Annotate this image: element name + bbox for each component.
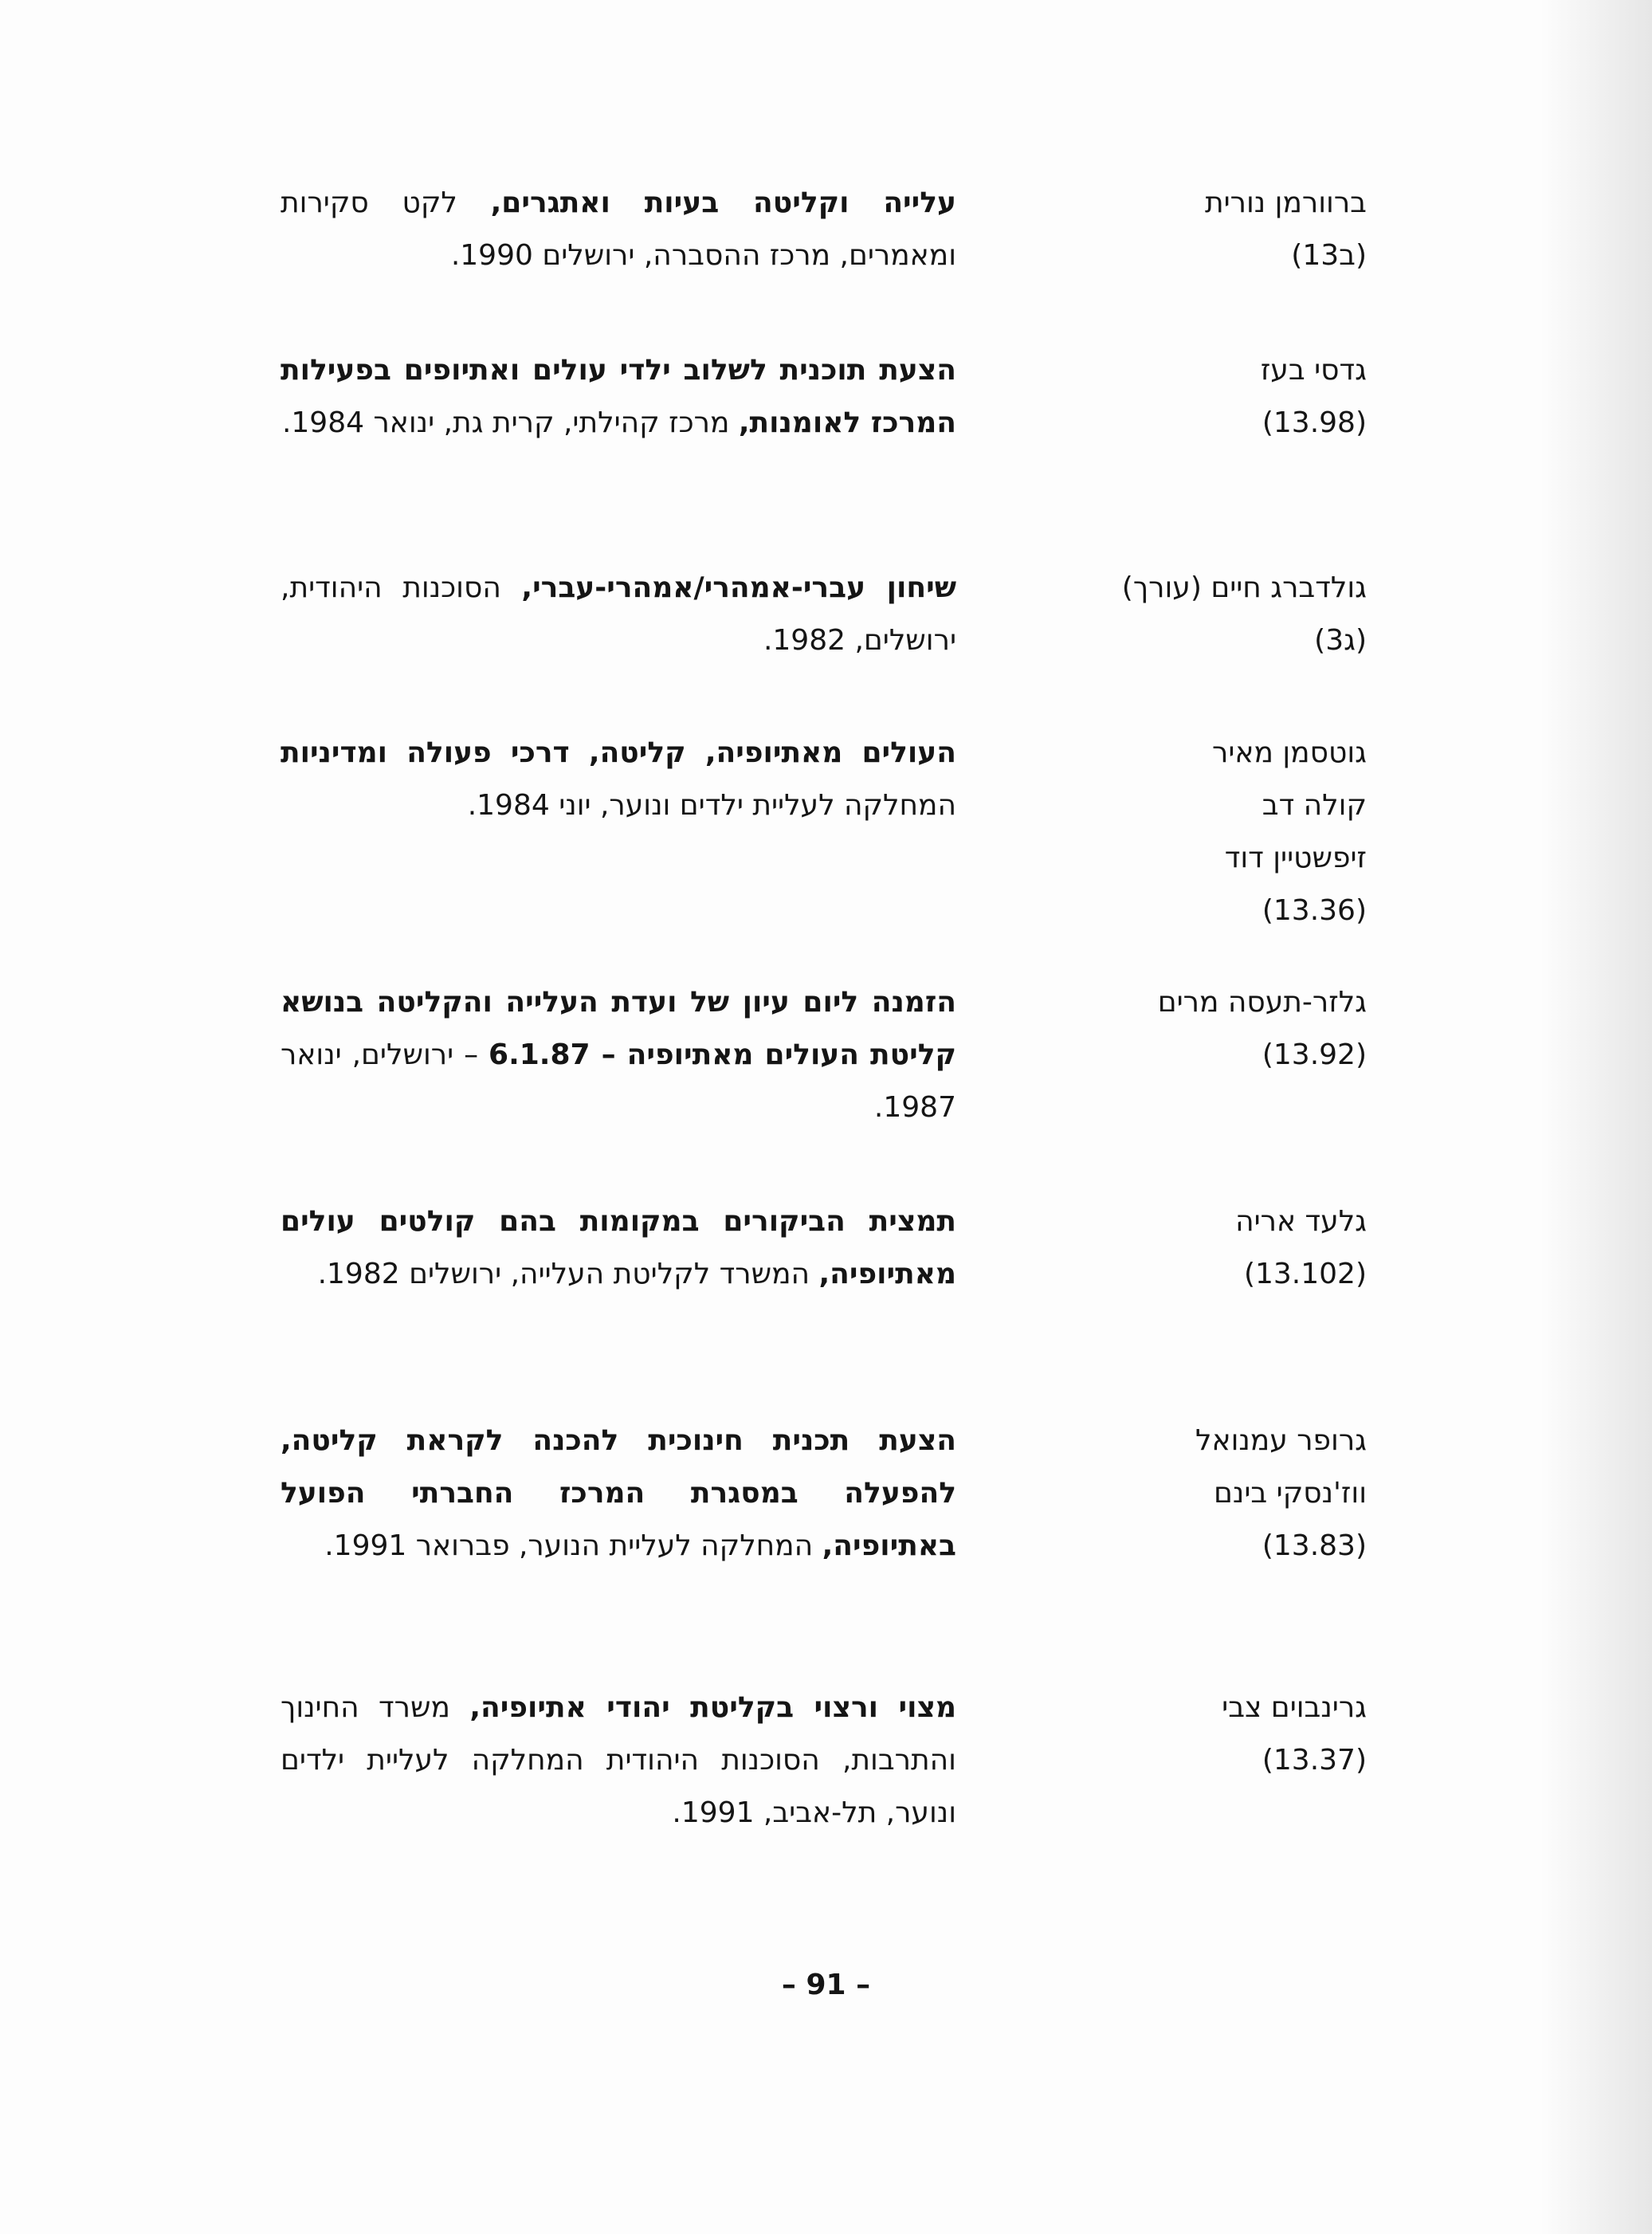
entry-title: מצוי ורצוי בקליטת יהודי אתיופיה, bbox=[469, 1691, 956, 1724]
entry-title: הצעת תוכנית לשלוב ילדי עולים ואתיופים בפעילות המרכז לאומנות, bbox=[281, 354, 956, 439]
entry-description bbox=[281, 1415, 956, 1572]
entry-publication: המחלקה לעליית ילדים ונוער, יוני 1984. bbox=[467, 789, 956, 822]
reference-code: (13.102) bbox=[1243, 1258, 1367, 1290]
entry-publication: לקט סקירות ומאמרים, מרכז ההסברה, ירושלים 1990. bbox=[281, 186, 956, 272]
entry-publication: – ירושלים, ינואר 1987. bbox=[281, 1038, 956, 1124]
author-name: גרינבוים צבי bbox=[1222, 1691, 1367, 1724]
author-name: גוטסמן מאיר bbox=[1212, 736, 1367, 769]
entry-description bbox=[281, 1196, 956, 1301]
entry-description bbox=[281, 1682, 956, 1839]
reference-code: (13.37) bbox=[1262, 1744, 1367, 1777]
author-name: זיפשטיין דוד bbox=[1224, 842, 1367, 874]
entry-author bbox=[1016, 344, 1367, 450]
author-name: גולדברג חיים (עורך) bbox=[1121, 571, 1367, 604]
entry-author bbox=[1016, 1196, 1367, 1301]
entry-author bbox=[1016, 1682, 1367, 1787]
reference-code: (13.36) bbox=[1262, 894, 1367, 927]
author-name: קולה דב bbox=[1262, 789, 1367, 822]
author-name: גדסי בעז bbox=[1260, 354, 1367, 387]
author-name: גלזר-תעסה מרים bbox=[1157, 986, 1367, 1019]
entry-title: העולים מאתיופיה, קליטה, דרכי פעולה ומדיניות bbox=[281, 736, 956, 769]
entry-author bbox=[1016, 177, 1367, 282]
entry-title: עלייה וקליטה בעיות ואתגרים, bbox=[490, 186, 956, 219]
entry-title: הצעת תכנית חינוכית להכנה לקראת קליטה, להפעלה במסגרת המרכז החברתי הפועל באתיופיה, bbox=[281, 1424, 956, 1562]
entry-publication: הסוכנות היהודית, ירושלים, 1982. bbox=[281, 571, 956, 657]
entry-title: תמצית הביקורים במקומות בהם קולטים עולים מאתיופיה, bbox=[281, 1205, 956, 1290]
entry-description bbox=[281, 976, 956, 1134]
author-name: גלעד אריה bbox=[1235, 1205, 1367, 1238]
reference-code: (13.83) bbox=[1262, 1529, 1367, 1562]
entry-author bbox=[1016, 727, 1367, 937]
reference-code: (ג3) bbox=[1314, 624, 1367, 657]
reference-code: (13.98) bbox=[1262, 406, 1367, 439]
entry-description bbox=[281, 727, 956, 832]
entry-publication: משרד החינוך והתרבות, הסוכנות היהודית המחלקה לעליית ילדים ונוער, תל-אביב, 1991. bbox=[281, 1691, 956, 1829]
entry-publication: המשרד לקליטת העלייה, ירושלים 1982. bbox=[317, 1258, 819, 1290]
entry-title: הזמנה ליום עיון של ועדת העלייה והקליטה בנושא קליטת העולים מאתיופיה – 6.1.87 bbox=[281, 986, 956, 1071]
entry-publication: מרכז קהילתי, קרית גת, ינואר 1984. bbox=[281, 406, 739, 439]
entry-description bbox=[281, 562, 956, 667]
reference-code: (ב13) bbox=[1291, 239, 1367, 272]
entry-author bbox=[1016, 1415, 1367, 1572]
reference-code: (13.92) bbox=[1262, 1038, 1367, 1071]
entry-description bbox=[281, 344, 956, 450]
entry-author bbox=[1016, 562, 1367, 667]
entry-title: שיחון עברי-אמהרי/אמהרי-עברי, bbox=[521, 571, 957, 604]
entry-description bbox=[281, 177, 956, 282]
author-name: ווז'נסקי בינם bbox=[1214, 1477, 1367, 1510]
author-name: ברוורמן נורית bbox=[1204, 186, 1367, 219]
page-number: – 91 – bbox=[781, 1969, 871, 2001]
author-name: גרופר עמנואל bbox=[1195, 1424, 1367, 1457]
entry-publication: המחלקה לעליית הנוער, פברואר 1991. bbox=[324, 1529, 822, 1562]
entry-author bbox=[1016, 976, 1367, 1082]
